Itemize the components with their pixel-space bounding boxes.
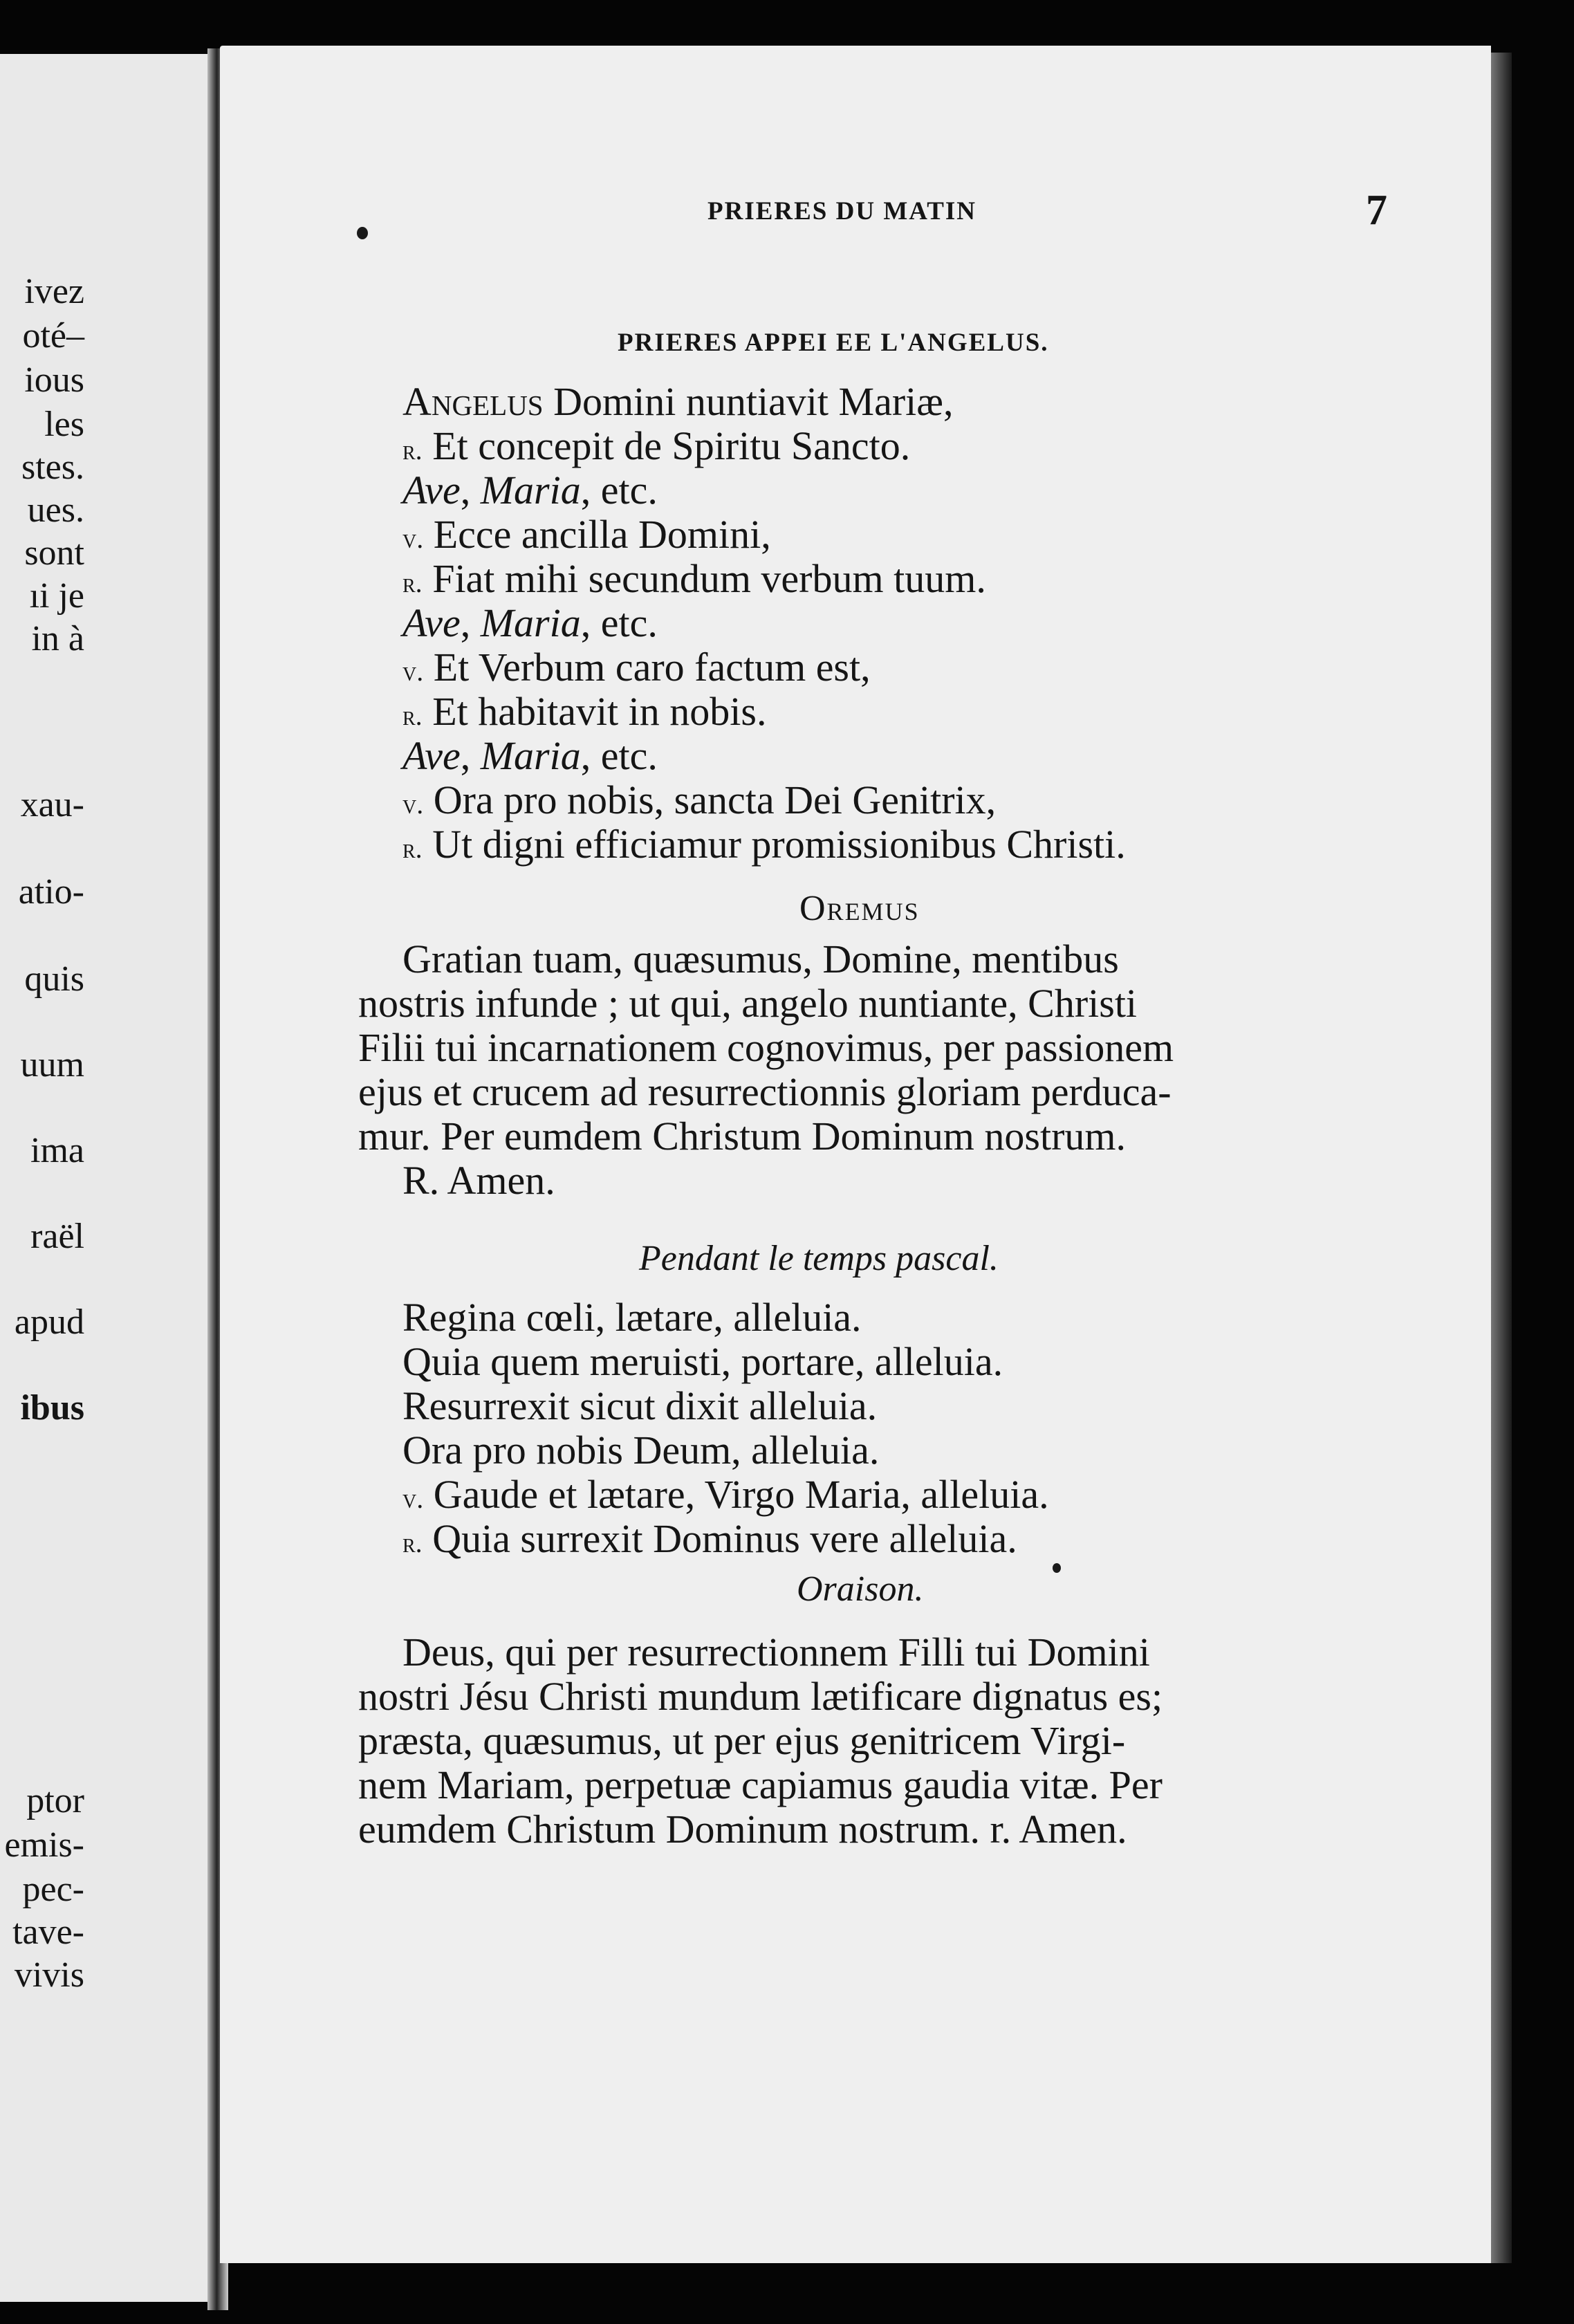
- oremus-line: Filii tui incarnationem cognovimus, per passionem: [358, 1025, 1174, 1070]
- initial-word: Angelus: [402, 379, 544, 424]
- oraison-line: Deus, qui per resurrectionnem Filli tui Domini: [402, 1630, 1150, 1675]
- regina-line: v. Gaude et lætare, Virgo Maria, alleluia.: [402, 1472, 1049, 1517]
- oraison-line: nem Mariam, perpetuæ capiamus gaudia vitæ. Per: [358, 1762, 1163, 1807]
- oraison-line: eumdem Christum Dominum nostrum. r. Amen.: [358, 1807, 1127, 1852]
- oraison-heading: Oraison.: [797, 1569, 924, 1609]
- versicle-mark: v.: [402, 523, 424, 554]
- left-fragment: pec-: [22, 1870, 84, 1909]
- angelus-line: Ave, Maria, etc.: [402, 600, 658, 645]
- left-fragment: ibus: [20, 1388, 84, 1428]
- running-head: PRIERES DU MATIN: [707, 197, 977, 225]
- left-fragment: apud: [14, 1302, 84, 1342]
- left-fragment: vivis: [14, 1955, 84, 1995]
- left-fragment: in à: [31, 619, 84, 658]
- left-fragment: emis-: [4, 1825, 84, 1865]
- page-number: 7: [1366, 187, 1387, 234]
- oraison-line: nostri Jésu Christi mundum lætificare dignatus es;: [358, 1674, 1163, 1719]
- oremus-line: ejus et crucem ad resurrectionnis gloriam perduca-: [358, 1069, 1172, 1114]
- angelus-line: r. Et concepit de Spiritu Sancto.: [402, 423, 911, 468]
- left-fragment: ıi je: [29, 576, 84, 616]
- left-fragment: les: [44, 405, 84, 444]
- left-fragment: xau-: [20, 785, 84, 824]
- response-mark: r.: [402, 567, 423, 598]
- left-fragment: ivez: [24, 272, 84, 311]
- angelus-line: v. Et Verbum caro factum est,: [402, 645, 871, 690]
- angelus-line: r. Fiat mihi secundum verbum tuum.: [402, 556, 986, 601]
- versicle-mark: v.: [402, 788, 424, 820]
- oremus-amen: R. Amen.: [402, 1158, 555, 1203]
- left-fragment: ious: [24, 360, 84, 400]
- left-fragment: tave-: [12, 1912, 84, 1952]
- initial-word: Gratian: [402, 937, 523, 981]
- regina-line: Ora pro nobis Deum, alleluia.: [402, 1428, 880, 1473]
- oraison-line: præsta, quæsumus, ut per ejus genitricem Virgi-: [358, 1718, 1126, 1763]
- left-fragment: quis: [24, 959, 84, 999]
- regina-line: Regina cœli, lætare, alleluia.: [402, 1295, 862, 1340]
- angelus-line: v. Ecce ancilla Domini,: [402, 512, 771, 557]
- pascal-heading: Pendant le temps pascal.: [639, 1239, 999, 1278]
- angelus-line: r. Et habitavit in nobis.: [402, 689, 767, 734]
- section-title: PRIERES APPEI EE L'ANGELUS.: [618, 329, 1049, 357]
- versicle-mark: v.: [402, 656, 424, 687]
- oremus-line: mur. Per eumdem Christum Dominum nostrum.: [358, 1114, 1127, 1159]
- left-fragment: oté–: [22, 316, 84, 356]
- angelus-line: Ave, Maria, etc.: [402, 468, 658, 513]
- response-mark: r.: [990, 1807, 1012, 1852]
- left-fragment: sont: [24, 533, 84, 573]
- print-speck: [1053, 1563, 1061, 1573]
- response-mark: r.: [402, 434, 423, 465]
- oremus-line: nostris infunde ; ut qui, angelo nuntiante, Christi: [358, 981, 1138, 1026]
- left-fragment: ues.: [27, 490, 84, 530]
- angelus-line: Angelus Domini nuntiavit Mariæ,: [402, 379, 954, 424]
- response-mark: r.: [402, 833, 423, 864]
- left-page-fragment: [0, 54, 220, 2302]
- response-mark: r.: [402, 1527, 423, 1558]
- angelus-line: r. Ut digni efficiamur promissionibus Christi.: [402, 822, 1126, 867]
- regina-line: Resurrexit sicut dixit alleluia.: [402, 1383, 878, 1428]
- left-fragment: ptor: [26, 1781, 84, 1820]
- angelus-line: v. Ora pro nobis, sancta Dei Genitrix,: [402, 777, 997, 822]
- left-fragment: ima: [30, 1131, 84, 1170]
- regina-line: Quia quem meruisti, portare, alleluia.: [402, 1339, 1003, 1384]
- left-fragment: raël: [30, 1217, 84, 1256]
- versicle-mark: v.: [402, 1483, 424, 1514]
- left-fragment: atio-: [18, 872, 84, 912]
- left-fragment: uum: [20, 1045, 84, 1085]
- book-page: [220, 46, 1491, 2263]
- response-mark: r.: [402, 700, 423, 731]
- angelus-line: Ave, Maria, etc.: [402, 733, 658, 778]
- oremus-heading: Oremus: [799, 889, 920, 928]
- oremus-line: Gratian tuam, quæsumus, Domine, mentibus: [402, 937, 1119, 981]
- left-fragment: stes.: [21, 448, 84, 487]
- regina-line: r. Quia surrexit Dominus vere alleluia.: [402, 1516, 1017, 1561]
- print-speck: [357, 227, 368, 239]
